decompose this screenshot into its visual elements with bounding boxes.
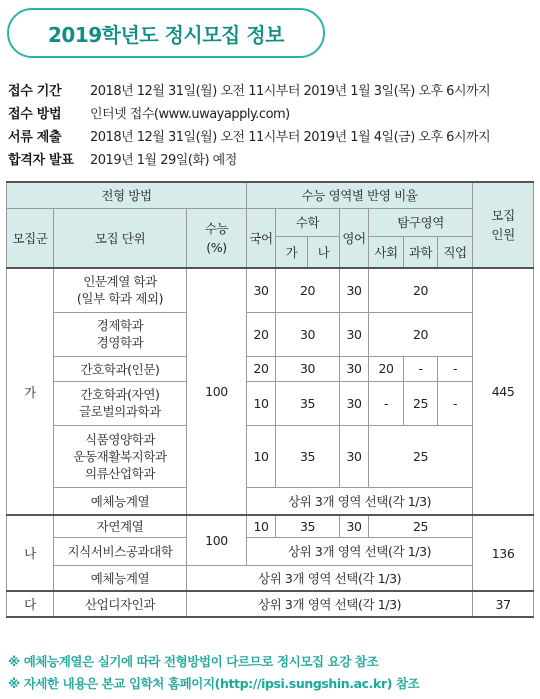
selection-note-cell: 상위 3개 영역 선택(각 1/3) [187,591,473,617]
english-cell: 30 [340,425,369,487]
quota-cell: 136 [473,515,534,591]
korean-cell: 20 [247,312,276,356]
quota-cell: 445 [473,268,534,515]
header-group: 모집군 [7,208,54,268]
header-inquiry: 탐구영역 [369,208,473,236]
info-value: 2018년 12월 31일(월) 오전 11시부터 2019년 1월 4일(금) 오후 6시까지 [90,130,491,145]
table-row [7,487,534,515]
info-row-document-submission [8,124,533,147]
info-row-application-period [8,78,533,101]
table-row [7,268,534,312]
korean-cell: 20 [247,356,276,381]
unit-cell: 경제학과 경영학과 [54,312,187,356]
unit-cell: 산업디자인과 [54,591,187,617]
selection-note-cell: 상위 3개 영역 선택(각 1/3) [247,487,473,515]
header-suneung: 수능 (%) [187,208,247,268]
suneung-cell: 100 [187,515,247,565]
inquiry-cell: 20 [369,268,473,312]
header-quota: 모집 인원 [473,182,534,268]
unit-cell: 간호학과(인문) [54,356,187,381]
math-cell: 30 [276,356,340,381]
korean-cell: 10 [247,425,276,487]
science-cell: 25 [404,381,438,425]
table-row [7,356,534,381]
page-title: 2019학년도 정시모집 정보 [48,22,284,47]
korean-cell: 10 [247,515,276,537]
info-label: 접수 기간 [8,84,62,99]
header-english: 영어 [340,208,369,268]
vocational-cell: - [438,381,473,425]
unit-cell: 예체능계열 [54,565,187,591]
info-row-announcement [8,147,533,170]
suneung-cell: 100 [187,268,247,515]
admission-table [6,181,534,618]
header-selection-method: 전형 방법 [7,182,247,208]
table-row [7,312,534,356]
info-value: 2018년 12월 31일(월) 오전 11시부터 2019년 1월 3일(목) 오후 6시까지 [90,84,491,99]
header-korean: 국어 [247,208,276,268]
unit-cell: 식품영양학과 운동재활복지학과 의류산업학과 [54,425,187,487]
english-cell: 30 [340,312,369,356]
header-math: 수학 [276,208,340,236]
header-unit: 모집 단위 [54,208,187,268]
unit-cell: 간호학과(자연) 글로벌의과학과 [54,381,187,425]
english-cell: 30 [340,515,369,537]
unit-cell: 인문계열 학과 (일부 학과 제외) [54,268,187,312]
header-math-na: 나 [308,236,340,268]
info-label: 접수 방법 [8,107,62,122]
footnote: ※ 자세한 내용은 본교 입학처 홈페이지(http://ipsi.sungshin.ac.kr) 참조 [8,676,420,691]
korean-cell: 30 [247,268,276,312]
quota-cell: 37 [473,591,534,617]
social-cell: 20 [369,356,404,381]
inquiry-cell: 25 [369,515,473,537]
table-row [7,425,534,487]
inquiry-cell: 20 [369,312,473,356]
english-cell: 30 [340,381,369,425]
english-cell: 30 [340,356,369,381]
math-cell: 35 [276,381,340,425]
footnotes [8,651,538,695]
info-value: 2019년 1월 29일(화) 예정 [90,153,237,168]
math-cell: 35 [276,425,340,487]
header-ratio: 수능 영역별 반영 비율 [247,182,473,208]
header-social: 사회 [369,236,404,268]
math-cell: 30 [276,312,340,356]
table-row [7,537,534,565]
info-row-application-method [8,101,533,124]
header-math-ga: 가 [276,236,308,268]
selection-note-cell: 상위 3개 영역 선택(각 1/3) [247,537,473,565]
group-cell: 가 [7,268,54,515]
group-cell: 다 [7,591,54,617]
page-title-badge [7,8,325,58]
selection-note-cell: 상위 3개 영역 선택(각 1/3) [187,565,473,591]
unit-cell: 지식서비스공과대학 [54,537,187,565]
header-science: 과학 [404,236,438,268]
math-cell: 35 [276,515,340,537]
math-cell: 20 [276,268,340,312]
vocational-cell: - [438,356,473,381]
table-row [7,515,534,537]
inquiry-cell: 25 [369,425,473,487]
info-value: 인터넷 접수(www.uwayapply.com) [90,107,290,122]
unit-cell: 예체능계열 [54,487,187,515]
unit-cell: 자연계열 [54,515,187,537]
admission-info [8,78,533,170]
table-row [7,591,534,617]
info-label: 서류 제출 [8,130,62,145]
table-row [7,381,534,425]
korean-cell: 10 [247,381,276,425]
info-label: 합격자 발표 [8,153,74,168]
social-cell: - [369,381,404,425]
english-cell: 30 [340,268,369,312]
header-vocational: 직업 [438,236,473,268]
group-cell: 나 [7,515,54,591]
science-cell: - [404,356,438,381]
table-row [7,565,534,591]
footnote: ※ 예체능계열은 실기에 따라 전형방법이 다르므로 정시모집 요강 참조 [8,654,379,669]
